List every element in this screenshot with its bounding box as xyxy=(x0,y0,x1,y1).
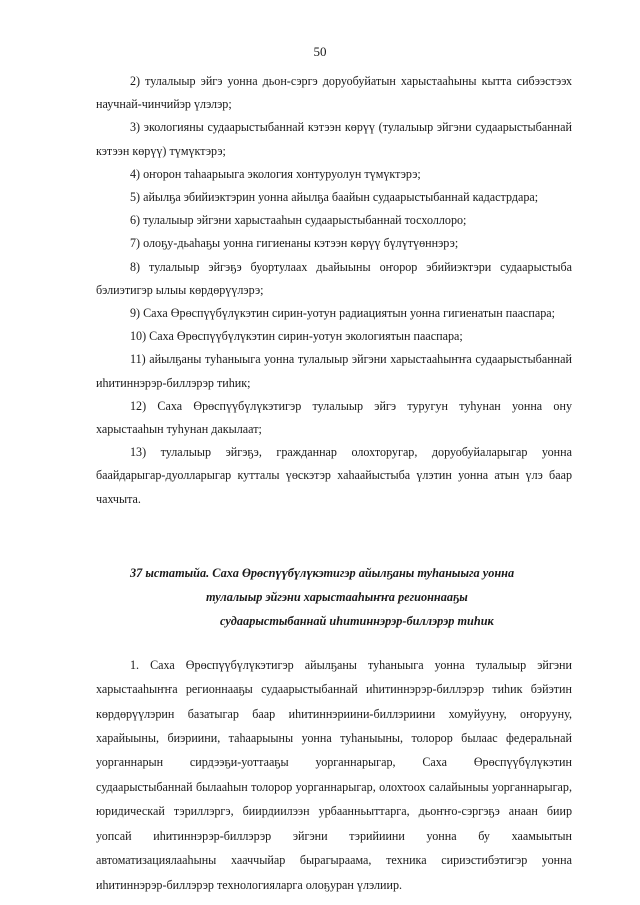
list-item: 4) оҥорон таһаарыыга экология хонтуруолун түмүктэрэ; xyxy=(130,166,421,181)
article-heading xyxy=(96,561,572,633)
list-item: 12) Саха Өрөспүүбүлүкэтигэр тулалыыр эйгэ туругун туһунан уонна ону харыстааһын туһунан дакылаат; xyxy=(96,398,572,437)
article-heading-line-1: 37 ыстатыйа. Саха Өрөспүүбүлүкэтигэр айылҕаны туһаныыга уонна xyxy=(130,565,515,580)
document-content xyxy=(96,70,572,897)
list-item: 6) тулалыыр эйгэни харыстааһын судаарыстыбаннай тосхоллоро; xyxy=(130,213,467,228)
list-item: 5) айылҕа эбийиэктэрин уонна айылҕа баайын судаарыстыбаннай кадастрдара; xyxy=(130,190,539,205)
list-item: 3) экологияны судаарыстыбаннай кэтээн көрүү (тулалыыр эйгэни судаарыстыбаннай кэтээн көрүү) түмүктэрэ; xyxy=(96,120,572,158)
list-item: 13) тулалыыр эйгэҕэ, гражданнар олохторугар, доруобуйаларыгар уонна баайдарыгар-дуолларыгар кутталы үөскэтэр хаһаайыстыба үлэтин уонна атын үлэ баар чахчыта. xyxy=(96,445,572,506)
article-heading-line-3: судаарыстыбаннай иһитиннэрэр-биллэрэр тиһик xyxy=(220,613,494,628)
article-heading-line-2: тулалыыр эйгэни харыстааһыҥҥа регионнааҕы xyxy=(206,589,468,604)
list-item: 9) Саха Өрөспүүбүлүкэтин сирин-уотун радиациятын уонна гигиенатын пааспара; xyxy=(130,306,555,321)
article-paragraph: 1. Саха Өрөспүүбүлүкэтигэр айылҕаны туһаныыга уонна тулалыыр эйгэни харыстааһыҥҥа регионнааҕы судаарыстыбаннай иһитиннэрэр-биллэрэр тиһик бэйэтин көрдөрүүлэрин базатыгар баар иһитиннэриини-биллэриини хомуйууну, оҥорууну, харайыыны, биэриини, таһаарыыны уонна туһаныыны, толорор былаас федеральнай уорганнарын сирдээҕи-уоттааҕы уорганнарыгар, Саха Өрөспүүбүлүкэтин судаарыстыбаннай былааһын толорор уорганнарыгар, олохтоох салайыныы уорганнарыгар, юридическай тэриллэргэ, биирдиилээн урбаанньыттарга, дьоҥҥо-сэргэҕэ анаан биир уопсай иһитиннэрэр-биллэрэр эйгэни тэрийиини уонна бу хаамыытын автоматизациялааһыны хааччыйар бырагыраама, техника сириэстибэтигэр уонна иһитиннэрэр-биллэрэр технологияларга олоҕуран үлэлиир. xyxy=(96,657,572,892)
list-item: 8) тулалыыр эйгэҕэ буортулаах дьайыыны оҥорор эбийиэктэри судаарыстыба бэлиэтигэр ылыы көрдөрүүлэрэ; xyxy=(96,259,572,297)
list-item: 11) айылҕаны туһаныыга уонна тулалыыр эйгэни харыстааһыҥҥа судаарыстыбаннай иһитиннэрэр-биллэрэр тиһик; xyxy=(96,352,572,390)
section-spacer xyxy=(96,511,572,561)
list-item: 2) тулалыыр эйгэ уонна дьон-сэргэ доруобуйатын харыстааһыны кытта сибээстээх научнай-чинчийэр үлэлэр; xyxy=(96,74,572,112)
list-item: 10) Саха Өрөспүүбүлүкэтин сирин-уотун экологиятын пааспара; xyxy=(130,329,463,344)
list-item: 7) олоҕу-дьаһаҕы уонна гигиенаны кэтээн көрүү бүлүтүөннэрэ; xyxy=(130,236,459,251)
heading-spacer xyxy=(96,633,572,653)
page-number: 50 xyxy=(313,44,327,59)
